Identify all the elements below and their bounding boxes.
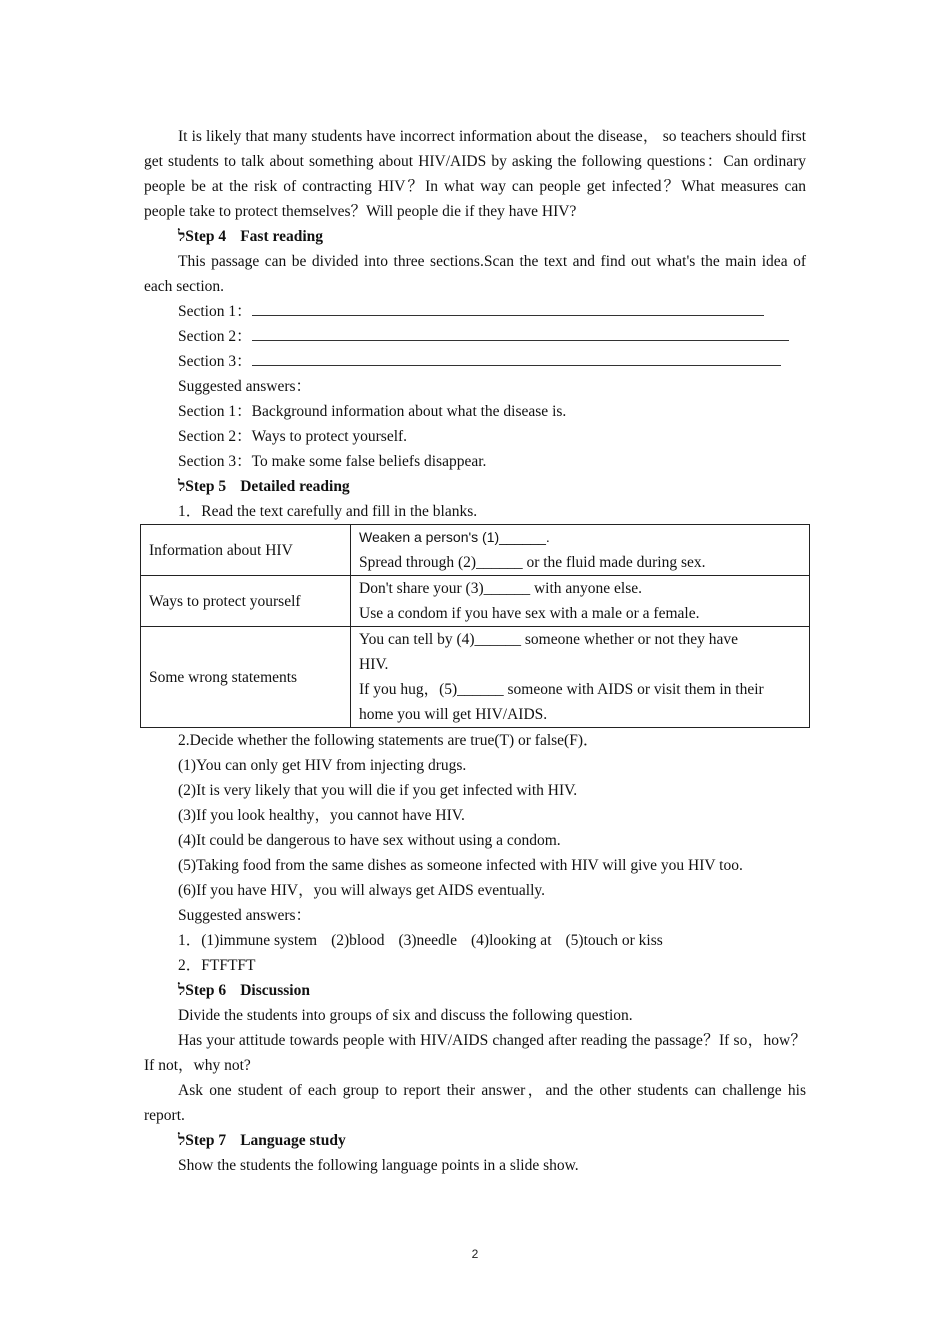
step4-answer-3: Section 3：To make some false beliefs disappear. [178,453,487,470]
table-category-cell: Ways to protect yourself [141,576,351,627]
step-marker-icon: ל [178,228,186,245]
table-line: Weaken a person's (1)______. [359,529,550,545]
step6-paragraph-2: Has your attitude towards people with HIV/AIDS changed after reading the passage？If so，how？If not，why not? [144,1032,806,1074]
section3-answer-blank[interactable] [252,350,781,366]
table-category-cell: Some wrong statements [141,627,351,728]
step4-heading: לStep 4 Fast reading [178,228,324,245]
section1-blank-line: Section 1： [144,299,806,324]
step7-heading: לStep 7 Language study [178,1132,346,1149]
step-marker-icon: ל [178,982,186,999]
table-line: Spread through (2)______ or the fluid made during sex. [359,554,706,571]
table-row [141,576,810,627]
step4-answer-2: Section 2：Ways to protect yourself. [178,428,408,445]
intro-paragraph: It is likely that many students have incorrect information about the disease， so teachers should first get students to talk about something about HIV/AIDS by asking the following questions：Can ordinary people be at the risk of contracting HIV？In what way can people get infected？What measures can people take to protect themselves？Will people die if they have HIV? [144,128,806,220]
table-line: You can tell by (4)______ someone whether or not they have HIV. [359,631,738,673]
step5-answer-1: 1．(1)immune system (2)blood (3)needle (4)looking at (5)touch or kiss [178,932,663,949]
table-category-cell: Information about HIV [141,525,351,576]
step4-suggested-label: Suggested answers： [178,378,312,395]
page-number: 2 [471,1247,479,1261]
statement-5: (5)Taking food from the same dishes as someone infected with HIV will give you HIV too. [178,857,743,874]
table-line: Use a condom if you have sex with a male or a female. [359,605,700,622]
step6-heading: לStep 6 Discussion [178,982,310,999]
table-row [141,525,810,576]
step6-paragraph-1: Divide the students into groups of six and discuss the following question. [178,1007,633,1024]
statement-6: (6)If you have HIV，you will always get AIDS eventually. [178,882,546,899]
step4-answer-1: Section 1：Background information about what the disease is. [178,403,567,420]
section2-answer-blank[interactable] [252,325,789,341]
step-marker-icon: ל [178,1132,186,1149]
table-line: If you hug，(5)______ someone with AIDS or visit them in their home you will get HIV/AIDS. [359,681,764,723]
table-content-cell [351,576,810,627]
statement-1: (1)You can only get HIV from injecting drugs. [178,757,467,774]
step4-instruction: This passage can be divided into three sections.Scan the text and find out what's the main idea of each section. [144,253,806,295]
step5-answer-2: 2．FTFTFT [178,957,256,974]
section2-blank-line: Section 2： [144,324,806,349]
statement-3: (3)If you look healthy，you cannot have HIV. [178,807,465,824]
document-page [144,124,806,1178]
step7-paragraph: Show the students the following language points in a slide show. [178,1157,579,1174]
section1-answer-blank[interactable] [252,300,764,316]
table-content-cell [351,627,810,728]
table-content-cell [351,525,810,576]
step5-heading: לStep 5 Detailed reading [178,478,350,495]
step-marker-icon: ל [178,478,186,495]
table-row [141,627,810,728]
section3-blank-line: Section 3： [144,349,806,374]
step6-paragraph-3: Ask one student of each group to report their answer，and the other students can challenge his report. [144,1082,806,1124]
step5-suggested-label: Suggested answers： [178,907,312,924]
step5-task2: 2.Decide whether the following statements are true(T) or false(F)． [178,732,599,749]
statement-4: (4)It could be dangerous to have sex without using a condom. [178,832,561,849]
table-line: Don't share your (3)______ with anyone else. [359,580,643,597]
fill-in-table [140,524,810,728]
step5-task1: 1．Read the text carefully and fill in the blanks. [178,503,478,520]
statement-2: (2)It is very likely that you will die if you get infected with HIV. [178,782,578,799]
